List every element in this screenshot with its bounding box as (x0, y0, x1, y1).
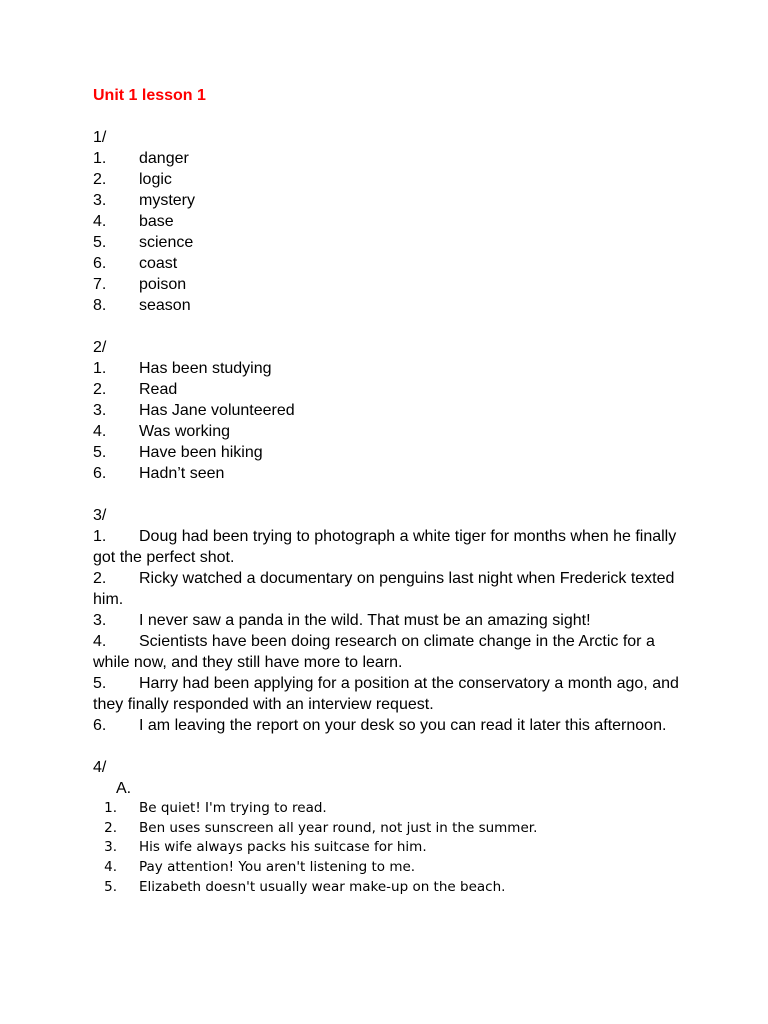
list-item (93, 421, 693, 442)
item-text: Has been studying (139, 360, 272, 377)
list-item (93, 190, 693, 211)
list-item (93, 568, 693, 610)
list-item (93, 379, 693, 400)
subsection-label: A. (116, 780, 132, 797)
item-number: 3. (93, 612, 107, 629)
item-number: 4. (93, 213, 107, 230)
list-item (93, 838, 693, 858)
section-label: 3/ (93, 507, 107, 524)
list-item (93, 295, 693, 316)
item-text: danger (139, 150, 189, 167)
item-number: 5. (93, 444, 107, 461)
item-number: 1. (93, 150, 107, 167)
section-2 (93, 337, 693, 484)
item-number: 3. (93, 402, 107, 419)
section-3 (93, 505, 693, 736)
item-number: 6. (93, 255, 107, 272)
item-number: 1. (104, 800, 117, 816)
list-item (93, 858, 693, 878)
item-text: Doug had been trying to photograph a white tiger for months when he finally got the perfect shot. (93, 528, 677, 566)
list-item (93, 400, 693, 421)
section-4 (93, 757, 693, 897)
list-item (93, 673, 693, 715)
item-number: 5. (104, 878, 117, 895)
item-text: logic (139, 171, 172, 188)
list-item (93, 610, 693, 631)
item-text: Ben uses sunscreen all year round, not just in the summer. (139, 819, 538, 836)
list-item (93, 715, 693, 736)
item-text: Have been hiking (139, 444, 263, 461)
item-number: 3. (104, 839, 117, 856)
item-number: 2. (93, 570, 107, 587)
item-number: 7. (93, 276, 107, 293)
item-text: Be quiet! I'm trying to read. (139, 800, 327, 816)
item-text: I never saw a panda in the wild. That must be an amazing sight! (139, 612, 591, 629)
document-page (93, 85, 693, 897)
document-title: Unit 1 lesson 1 (93, 87, 206, 104)
list-item (93, 232, 693, 253)
item-number: 1. (93, 528, 107, 545)
item-number: 2. (93, 171, 107, 188)
list-item (93, 819, 693, 839)
item-text: coast (139, 255, 178, 272)
list-item (93, 148, 693, 169)
item-text: Harry had been applying for a position at the conservatory a month ago, and they finally responded with an interview request. (93, 675, 679, 713)
item-text: His wife always packs his suitcase for him. (139, 839, 427, 856)
item-text: Read (139, 381, 178, 398)
item-number: 6. (93, 465, 107, 482)
section-1 (93, 127, 693, 316)
item-number: 5. (93, 675, 107, 692)
list-item (93, 169, 693, 190)
list-item (93, 526, 693, 568)
list-item (93, 358, 693, 379)
item-number: 3. (93, 192, 107, 209)
item-text: I am leaving the report on your desk so you can read it later this afternoon. (139, 717, 667, 734)
item-text: Scientists have been doing research on climate change in the Arctic for a while now, and they still have more to learn. (93, 633, 655, 671)
item-number: 8. (93, 297, 107, 314)
list-item (93, 463, 693, 484)
item-text: Hadn’t seen (139, 465, 225, 482)
item-text: Was working (139, 423, 230, 440)
item-number: 2. (104, 819, 117, 836)
item-text: base (139, 213, 174, 230)
item-text: mystery (139, 192, 195, 209)
item-number: 6. (93, 717, 107, 734)
item-number: 4. (93, 423, 107, 440)
list-item (93, 211, 693, 232)
item-text: Has Jane volunteered (139, 402, 295, 419)
item-text: Elizabeth doesn't usually wear make-up on the beach. (139, 878, 506, 895)
item-text: Pay attention! You aren't listening to me. (139, 859, 416, 876)
list-item (93, 799, 693, 819)
item-text: season (139, 297, 191, 314)
section-label: 4/ (93, 759, 107, 776)
list-item (93, 878, 693, 898)
list-item (93, 631, 693, 673)
item-number: 4. (104, 859, 117, 876)
item-text: science (139, 234, 194, 251)
list-item (93, 253, 693, 274)
list-item (93, 442, 693, 463)
item-number: 2. (93, 381, 107, 398)
item-number: 4. (93, 633, 107, 650)
item-number: 5. (93, 234, 107, 251)
section-label: 1/ (93, 129, 107, 146)
section-label: 2/ (93, 339, 107, 356)
list-item (93, 274, 693, 295)
sentence-list (93, 799, 693, 897)
item-number: 1. (93, 360, 107, 377)
item-text: poison (139, 276, 187, 293)
item-text: Ricky watched a documentary on penguins last night when Frederick texted him. (93, 570, 675, 608)
